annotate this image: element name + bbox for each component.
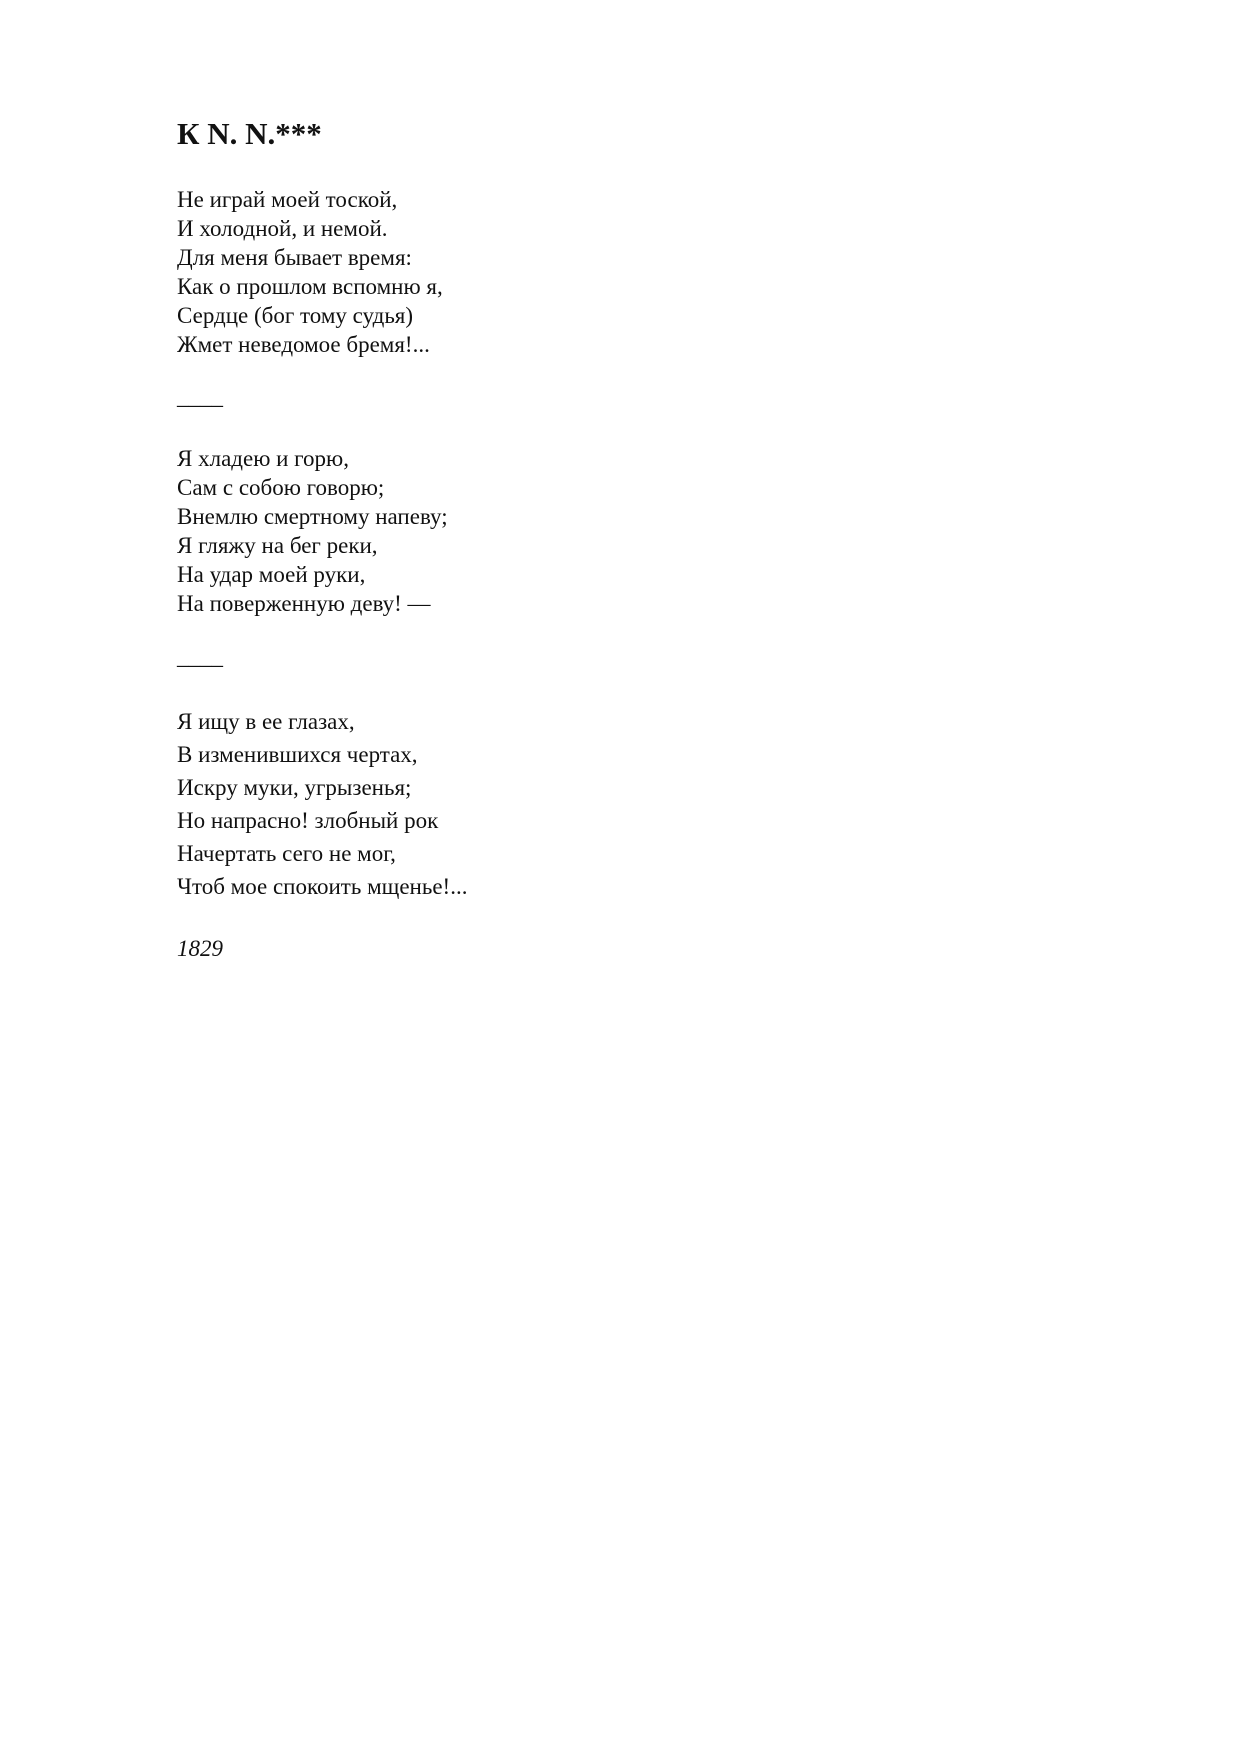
poem-line: Начертать сего не мог, <box>177 841 396 866</box>
poem-line: В изменившихся чертах, <box>177 742 418 767</box>
poem-line: Сам с собою говорю; <box>177 475 385 500</box>
poem-line: Искру муки, угрызенья; <box>177 775 412 800</box>
poem-date: 1829 <box>177 936 223 961</box>
poem-line: Но напрасно! злобный рок <box>177 808 439 833</box>
poem-line: На удар моей руки, <box>177 562 366 587</box>
poem-title: К N. N.*** <box>177 116 322 151</box>
stanza-divider: ____ <box>177 384 223 409</box>
poem-line: Как о прошлом вспомню я, <box>177 274 443 299</box>
poem-line: Чтоб мое спокоить мщенье!... <box>177 874 468 899</box>
poem-line: Я ищу в ее глазах, <box>177 709 355 734</box>
poem-line: Я хладею и горю, <box>177 446 349 471</box>
poem-line: Я гляжу на бег реки, <box>177 533 378 558</box>
poem-line: Жмет неведомое бремя!... <box>177 332 430 357</box>
stanza-2 <box>177 444 448 618</box>
poem-line: На поверженную деву! — <box>177 591 431 616</box>
poem-line: Для меня бывает время: <box>177 245 412 270</box>
poem-line: Внемлю смертному напеву; <box>177 504 448 529</box>
poem-line: Не играй моей тоской, <box>177 187 398 212</box>
poem-line: И холодной, и немой. <box>177 216 388 241</box>
stanza-divider: ____ <box>177 644 223 669</box>
poem-line: Сердце (бог тому судья) <box>177 303 414 328</box>
stanza-3 <box>177 705 467 903</box>
stanza-1 <box>177 185 443 359</box>
